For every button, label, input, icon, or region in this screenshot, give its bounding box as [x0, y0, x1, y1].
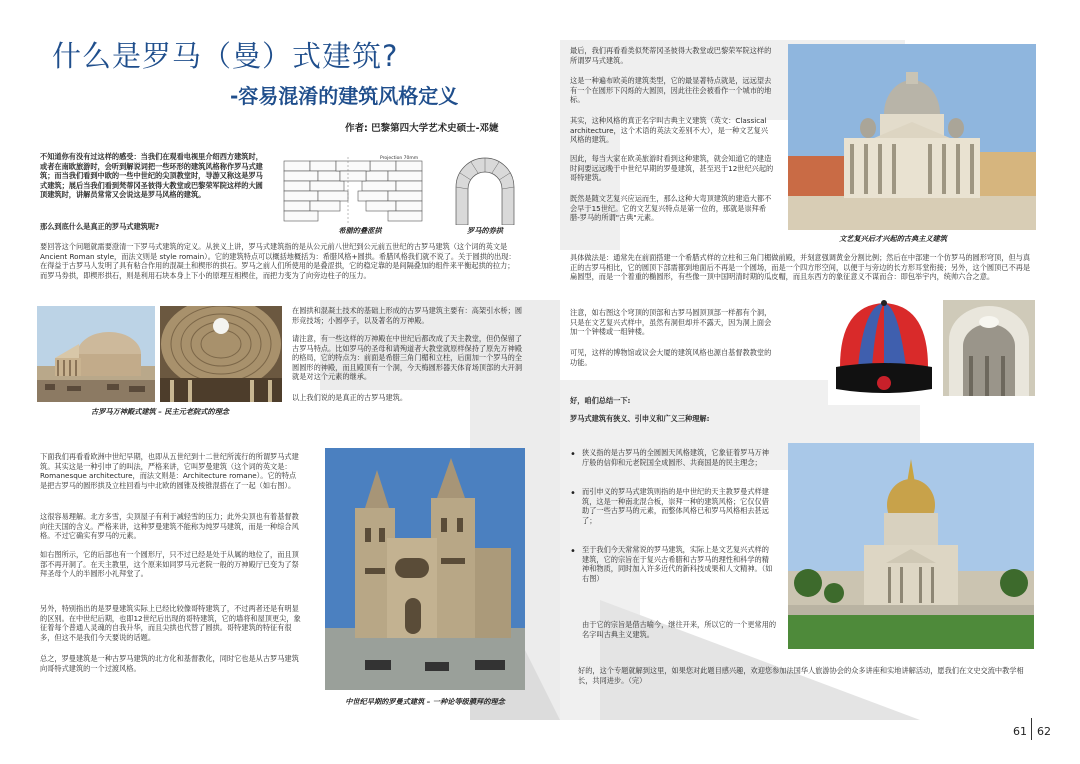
pantheon-caption: 古罗马万神殿式建筑 – 民主元老院式的理念 — [91, 407, 229, 416]
page-title: 什么是罗马（曼）式建筑? — [52, 39, 399, 73]
classical-name-paragraph: 其实，这种风格的真正名字叫古典主义建筑（英文：Classical architecture，这个术语的英法文差别不大），是一种文艺复兴风格的建筑。 — [570, 116, 769, 144]
st-peter-basilica-photo — [788, 44, 1036, 230]
st-peter-caption: 文艺复兴后才兴起的古典主义建筑 — [839, 234, 947, 243]
page-number-left: 61 — [1013, 725, 1027, 738]
pantheon-church-paragraph: 请注意，有一些这样的万神殿在中世纪后都改成了天主教堂，但仍保留了古罗马特点。比如罗马的圣母和请殉道者大教堂就原样保持了原先万神殿的格局，它的特点为：前面是希腊三角门楣和立柱，后面加一个罗马的全圆圆形的神殿，而且殿顶有一个洞，今天梅圆形器天体育场顶部的大开洞就是对这个元素的继承。 — [292, 334, 523, 381]
chinese-cap-photo — [828, 297, 940, 405]
author-line: 作者: 巴黎第四大学艺术史硕士-邓婕 — [345, 123, 499, 134]
renaissance-paragraph: 既然是随文艺复兴应运而生，那么这种大弯顶建筑的建造大都不会早于15世纪。它的文艺复兴特点是第一位的，那就是崇拜希腊-罗马的所谓"古典"元素。 — [570, 194, 772, 222]
apse-paragraph: 如右图所示，它的后部也有一个圆形厅，只不过已经是处于从属的地位了，而且顶部不再开洞了。在天主教里，这个原来如同罗马元老院一般的万神殿厅已变为了祭拜圣母个人的半圆形小礼拜堂了。 — [40, 550, 299, 578]
roman-buildings-paragraph: 在圆拱和混凝土技术的基础上形成的古罗马建筑主要有：高架引水桥；圆形竞技场；小圆亭子，以及著名的万神殿。 — [292, 306, 523, 325]
definition-paragraph: 要回答这个问题就需要澄清一下罗马式建筑的定义。从狭义上讲，罗马式建筑指的是从公元前八世纪到公元前五世纪的古罗马建筑（这个词的英文是Ancient Roman style，而法文则是 style romain）。它的建筑特点可以概括地概括为：希腊风格+圆拱。希腊风格我们就不说了。关于圆拱的出现：在得益于古罗马人发明了具有粘合作用的混凝土和楔形的拱石。罗马之前人们所使用的是叠涩拱，它的稳定靠的是间隔叠加的组件来平衡起拱的拉力；而罗马券拱，即楔形拱石，则是利用石块本身上下小的原理互相楔住，而把力变为了向旁边柱子的压力。 — [40, 242, 516, 280]
page-subtitle: -容易混淆的建筑风格定义 — [230, 84, 459, 108]
dating-paragraph: 因此，每当大家在欧美旅游时看到这种建筑，就会知道它的建造时间要远远晚于中世纪早期的罗曼建筑，甚至迟于12世纪兴起的哥特建筑。 — [570, 154, 774, 182]
north-snow-paragraph: 这很容易理解。北方多雪，尖顶屋子有利于减轻雪的压力；此外尖顶也有着基督教向往天国的含义。严格来讲，这种罗曼建筑不能称为纯罗马建筑，而是一种综合风格。不过它确实有罗马的元素。 — [40, 512, 299, 540]
dome-hole-paragraph: 注意，如右图这个穹顶的顶部和古罗马圆顶顶部一样都有个洞，只是在文艺复兴式样中，虽然有洞但却并不露天，因为洞上面会加一个钟楼或一组钟楼。 — [570, 308, 772, 336]
voussoir-arch-caption: 罗马的券拱 — [467, 226, 503, 235]
conclusion-paragraph: 总之，罗曼建筑是一种古罗马建筑的北方化和基督教化，同时它也是从古罗马建筑向哥特式建筑的一个过渡风格。 — [40, 654, 299, 673]
classical-intro: 最后，我们再看看类似梵蒂冈圣彼得大教堂或巴黎荣军院这样的所谓罗马式建筑。 — [570, 46, 772, 65]
romanesque-cathedral-photo — [325, 448, 525, 690]
corbel-arch-diagram — [282, 153, 424, 225]
romanesque-paragraph: 下面我们再看看欧洲中世纪早期，也即从五世纪到十二世纪所流行的所谓罗马式建筑。其实这是一种引申了的叫法，严格来讲，它叫罗曼建筑（这个词的英文是：Romanesque architecture，而法文则是：Architecture romane）。它的特点是把古罗马的圆形拱及立柱回看与中北欧的圆锥及棱锥混搭在了一起（如右图）。 — [40, 452, 299, 490]
summary-list — [570, 448, 775, 589]
cathedral-caption: 中世纪早期的罗曼式建筑 – 一种论等级膜拜的理念 — [345, 697, 505, 706]
summary-intro: 好，咱们总结一下: — [570, 396, 631, 405]
summary-title: 罗马式建筑有狭义、引申义和广义三种理解: — [570, 414, 710, 423]
dome-interior-photo — [943, 300, 1035, 396]
pantheon-model-photo — [37, 306, 155, 402]
page-divider — [1031, 718, 1032, 740]
gothic-paragraph: 另外，特别指出的是罗曼建筑实际上已经比较像哥特建筑了，不过两者还是有明显的区别。在中世纪后期，也即12世纪后出现的哥特建筑，它的墙将和屋顶更尖，象征着每个普通人灵魂的自我升华，而且尖拱也代替了圆拱。哥特建筑的特征有很多，但这不是我们今天要说的话题。 — [40, 604, 301, 642]
construction-paragraph: 具体做法是：通常先在前面搭建一个希腊式样的立柱和三角门楣做前殿，并刻意强调黄金分割比例；然后在中部建一个仿罗马的圆形穹顶，但与真正的古罗马相比，它的圆顶下部需都到地面后不再是一个圆场，而是一个四方形空间，以便于与旁边的长方形耳堂衔接；另外，这个圆顶已不再是扁圆型，而是一个着重的椭圆形，有些像一顶中国明清时期的瓜皮帽，而且东西方的象征意义不谋而合：即包举宇内，统帅六合之意。 — [570, 253, 1031, 281]
summary-bullet-narrow: • 狭义指的是古罗马的全圆圆天风格建筑，它象征着罗马万神庁般的信仰和元老院国全成圆形、共商国是的民主理念； — [570, 448, 775, 467]
church-function-paragraph: 可见，这样的博物馆或议会大厦的建筑风格也源自基督教教堂的功能。 — [570, 348, 772, 367]
classical-name-note: 由于它的宗旨是借古喻今，继往开来，所以它的一个更常用的名字叫古典主义建筑。 — [582, 620, 777, 639]
page-number-right: 62 — [1037, 725, 1051, 738]
intro-text: 不知道你有没有过这样的感受：当我们在观看电视里介绍西方建筑时，或者在南欧旅游时，会听到解说词把一些环形的建筑风格称作罗马式建筑；而当我们看到中欧的一些中世纪的尖顶教堂时，导游又称这是罗马式建筑；展后当我们看到梵蒂冈圣彼得大教堂或巴黎荣军院这样的大圆顶建筑时，讲解员常常又会说这是罗马风格的建筑。 — [40, 152, 263, 199]
projection-label: Projection 70mm — [380, 156, 419, 161]
ancient-roman-summary: 以上我们说的是真正的古罗马建筑。 — [292, 393, 408, 402]
dome-landmark-paragraph: 这是一种遍布欧美的建筑类型，它的最显著特点就是，远远望去有一个在圆形下闪烁的大圆顶，因此往往会被看作一个城市的地标。 — [570, 76, 772, 104]
closing-paragraph: 好的，这个专题就解到这里，如果您对此题目感兴趣，欢迎您参加法国华人旅游协会的众多讲座和实地讲解活动，愿我们在文史交流中教学相长，共同进步。（完） — [578, 666, 1024, 685]
summary-bullet-broad: • 至于我们今天常常说的罗马建筑，实际上是文艺复兴式样的建筑，它的宗旨在于复兴古希腊和古罗马的理性和科学的精神和物质，同时加入许多近代的新科技成果和人文精神。（如右图） — [570, 545, 775, 583]
corbel-arch-caption: 希腊的叠涩拱 — [338, 226, 382, 235]
voussoir-arch-diagram — [450, 153, 520, 225]
invalides-dome-photo — [788, 443, 1034, 649]
summary-bullet-extended: • 而引申义的罗马式建筑则指的是中世纪的天主教罗曼式样建筑，这是一种南北混合板，崇拜一种的建筑风格；它仅仅借助了一些古罗马的元素，而整体风格已和罗马风格相去甚远了； — [570, 487, 775, 525]
pantheon-interior-photo — [160, 306, 282, 402]
question-text: 那么到底什么是真正的罗马式建筑呢? — [40, 222, 160, 231]
